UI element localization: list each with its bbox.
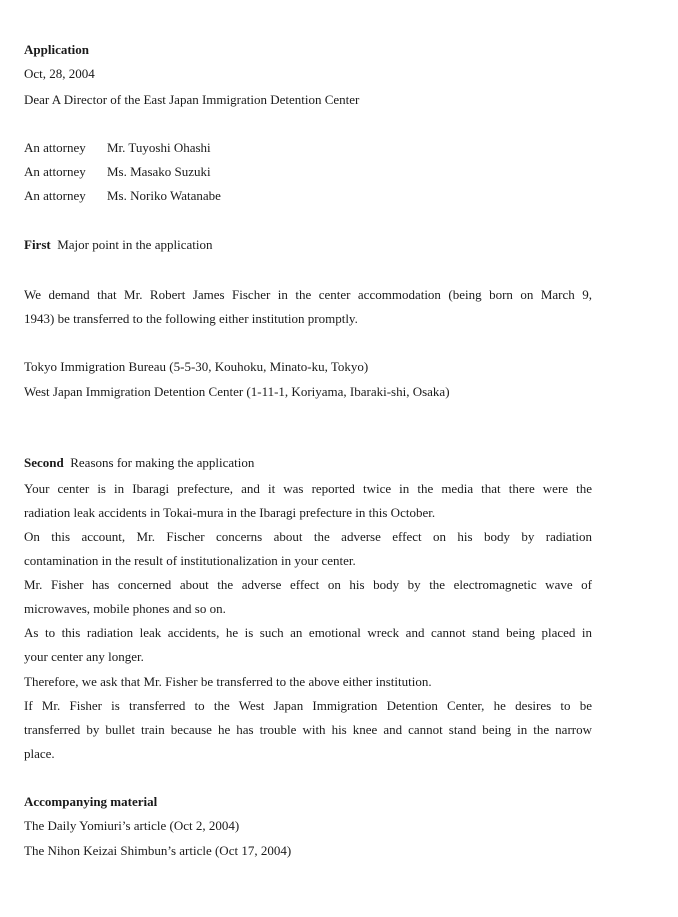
section-first-heading xyxy=(24,237,212,253)
attorney-name: Ms. Noriko Watanabe xyxy=(107,188,221,203)
document-date: Oct, 28, 2004 xyxy=(24,66,95,81)
attorney-label: An attorney xyxy=(24,164,86,179)
attorney-row xyxy=(24,140,211,156)
paragraph-line: Your center is in Ibaragi prefecture, and it was reported twice in the media that there were the xyxy=(24,481,592,496)
salutation: Dear A Director of the East Japan Immigration Detention Center xyxy=(24,92,360,107)
paragraph-line: microwaves, mobile phones and so on. xyxy=(24,601,226,616)
document-title: Application xyxy=(24,42,90,57)
attorney-name: Mr. Tuyoshi Ohashi xyxy=(107,140,211,155)
paragraph-line: If Mr. Fisher is transferred to the West Japan Immigration Detention Center, he desires to be xyxy=(24,698,592,713)
paragraph-line: transferred by bullet train because he has trouble with his knee and cannot stand being in the narrow xyxy=(24,722,592,737)
institution-line: Tokyo Immigration Bureau (5-5-30, Kouhoku, Minato-ku, Tokyo) xyxy=(24,359,369,374)
paragraph-line: Mr. Fisher has concerned about the adverse effect on his body by the electromagnetic wave of xyxy=(24,577,592,592)
section-label: First xyxy=(24,237,51,252)
paragraph-line: place. xyxy=(24,746,55,761)
attorney-row xyxy=(24,188,221,204)
attorney-row xyxy=(24,164,211,180)
paragraph-line: Therefore, we ask that Mr. Fisher be transferred to the above either institution. xyxy=(24,674,432,689)
attorney-label: An attorney xyxy=(24,140,86,155)
accompanying-heading: Accompanying material xyxy=(24,794,158,809)
paragraph-line: On this account, Mr. Fischer concerns about the adverse effect on his body by radiation xyxy=(24,529,592,544)
paragraph-line: your center any longer. xyxy=(24,649,144,664)
paragraph-line: radiation leak accidents in Tokai-mura in the Ibaragi prefecture in this October. xyxy=(24,505,436,520)
section-label: Second xyxy=(24,455,64,470)
paragraph-line: As to this radiation leak accidents, he is such an emotional wreck and cannot stand being placed in xyxy=(24,625,592,640)
section-subheading: Reasons for making the application xyxy=(70,455,255,470)
paragraph-line: contamination in the result of institutionalization in your center. xyxy=(24,553,356,568)
paragraph-line: 1943) be transferred to the following either institution promptly. xyxy=(24,311,358,326)
paragraph-line: We demand that Mr. Robert James Fischer in the center accommodation (being born on March 9, xyxy=(24,287,592,302)
accompanying-item: The Nihon Keizai Shimbun’s article (Oct 17, 2004) xyxy=(24,843,292,858)
section-subheading: Major point in the application xyxy=(57,237,213,252)
accompanying-item: The Daily Yomiuri’s article (Oct 2, 2004) xyxy=(24,818,240,833)
attorney-name: Ms. Masako Suzuki xyxy=(107,164,211,179)
section-second-heading xyxy=(24,455,254,471)
attorney-label: An attorney xyxy=(24,188,86,203)
institution-line: West Japan Immigration Detention Center (1-11-1, Koriyama, Ibaraki-shi, Osaka) xyxy=(24,384,450,399)
